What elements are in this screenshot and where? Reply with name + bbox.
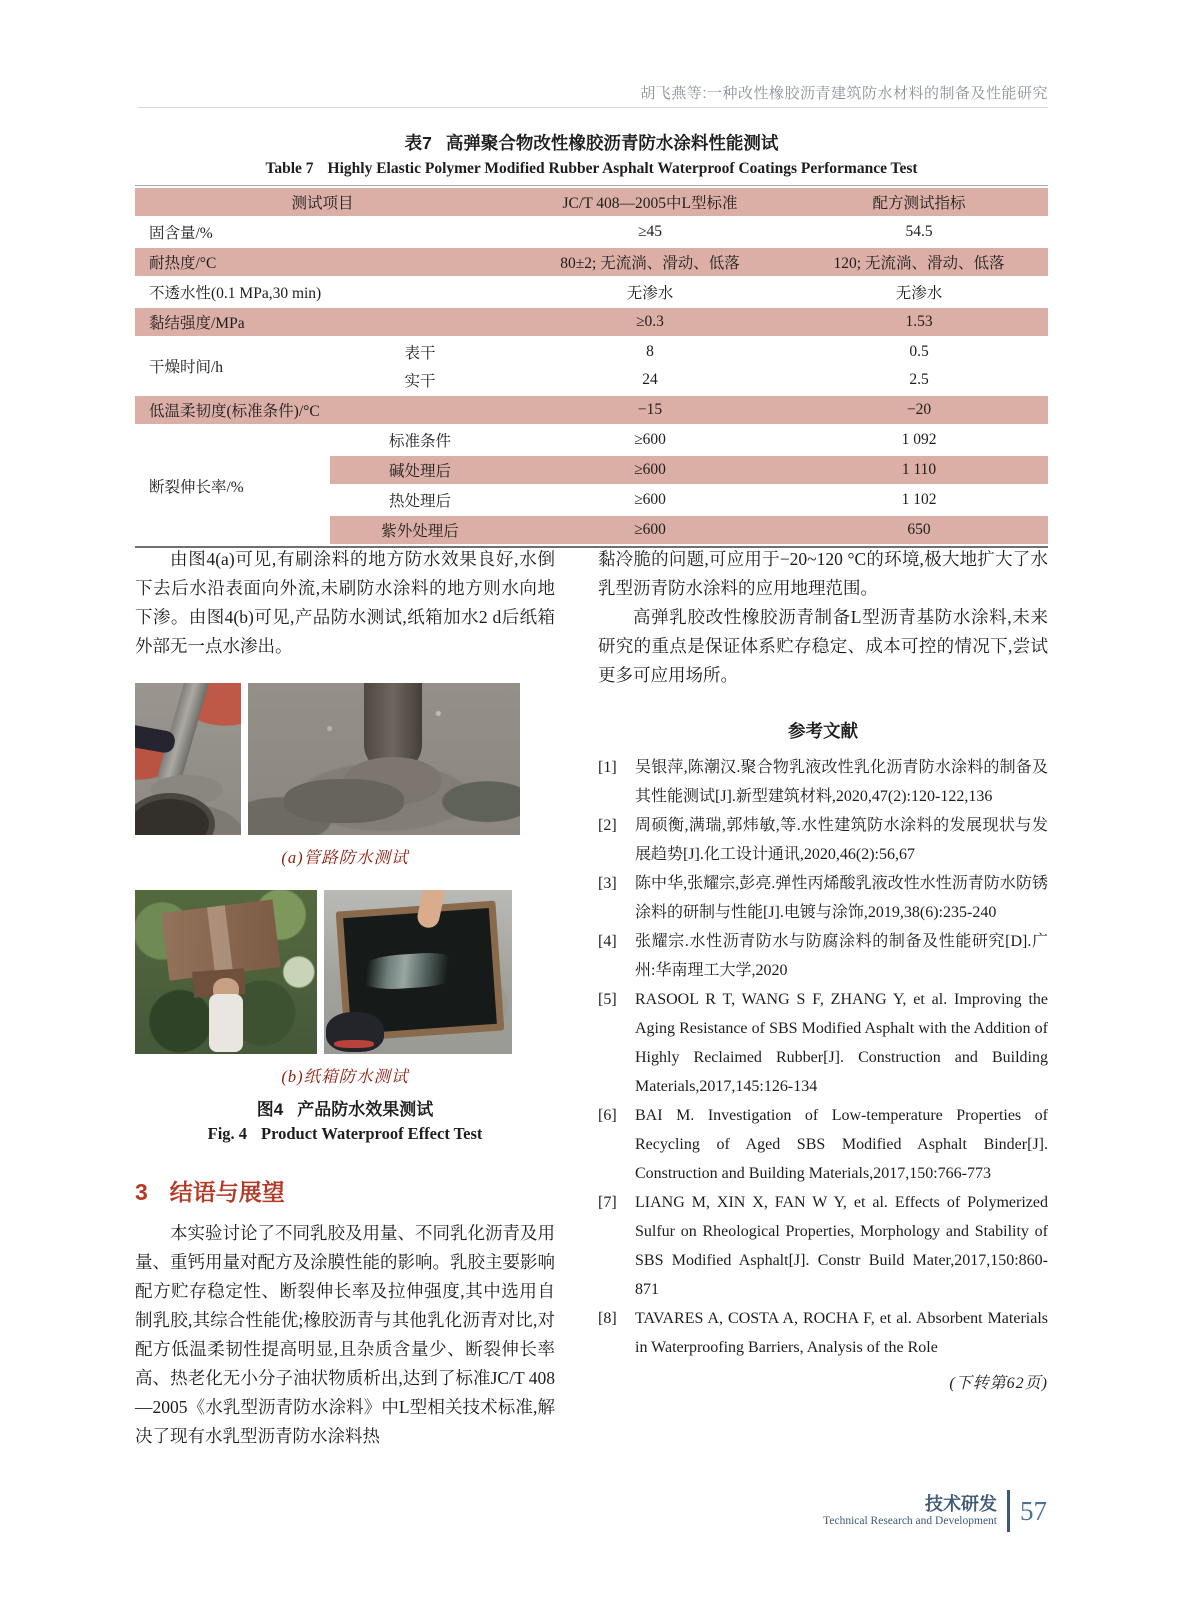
cardboard-box-shape: [161, 899, 280, 980]
table-row: [135, 306, 1048, 338]
photo-pipe-test-close: [248, 683, 520, 835]
cell-standard: 80±2; 无流淌、滑动、低落: [510, 246, 790, 278]
cell-item: 耐热度/°C: [135, 246, 510, 278]
reference-item: [598, 811, 1048, 869]
cell-standard: ≥0.3: [510, 306, 790, 338]
cell-subitem: 实干: [404, 373, 436, 390]
figure4b-caption: (b)纸箱防水测试: [281, 1067, 409, 1086]
figure4-caption-en: [135, 1124, 555, 1144]
col-header-standard: JC/T 408—2005中L型标准: [510, 186, 790, 218]
table7-title-zh-text: 高弹聚合物改性橡胶沥青防水涂料性能测试: [445, 133, 779, 153]
footer-section-labels: [823, 1494, 997, 1528]
cell-result: 54.5: [905, 223, 933, 240]
col-header-item: 测试项目: [135, 186, 510, 218]
footer-divider: [1007, 1490, 1010, 1532]
cell-item-group: 断裂伸长率/%: [149, 479, 244, 496]
cell-item: 不透水性(0.1 MPa,30 min): [149, 285, 322, 302]
cell-item-group: 干燥时间/h: [149, 359, 224, 376]
running-head: 胡飞燕等:一种改性橡胶沥青建筑防水材料的制备及性能研究: [640, 85, 1048, 102]
cell-result: 1.53: [790, 306, 1048, 338]
cell-subitem: 热处理后: [388, 493, 451, 510]
table-row: [135, 246, 1048, 278]
wet-patch-shape: [284, 779, 404, 823]
table7-title-en: [135, 160, 1048, 178]
cell-standard: ≥600: [634, 491, 666, 508]
cell-standard: 8: [646, 343, 654, 360]
left-column: [135, 545, 555, 1451]
shoe-shape: [326, 1012, 384, 1052]
table7-label-zh: 表7: [404, 133, 432, 153]
reference-number: [8]: [598, 1310, 617, 1327]
reference-number: [2]: [598, 817, 617, 834]
table-row: [135, 278, 1048, 306]
cell-item: 低温柔韧度(标准条件)/°C: [135, 394, 510, 426]
reference-item: [598, 869, 1048, 927]
cell-item: 固含量/%: [149, 225, 213, 242]
footer-section-zh: 技术研发: [925, 1494, 997, 1514]
reference-item: [598, 1304, 1048, 1362]
reference-text: RASOOL R T, WANG S F, ZHANG Y, et al. Improving the Aging Resistance of SBS Modified Asphalt with the Addition of Highly Reclaimed Rubber[J]. Construction and Building Materials,2017,145:126-134: [635, 991, 1048, 1095]
cell-standard: ≥600: [634, 431, 666, 448]
cell-item: 黏结强度/MPa: [135, 306, 510, 338]
table-row: [135, 338, 1048, 366]
reference-item: [598, 753, 1048, 811]
cell-subitem: 紫外处理后: [330, 514, 510, 546]
section3-title: 结语与展望: [169, 1179, 285, 1205]
right-column: [598, 545, 1048, 1451]
reference-text: TAVARES A, COSTA A, ROCHA F, et al. Absorbent Materials in Waterproofing Barriers, Analysis of the Role: [635, 1310, 1048, 1356]
reference-text: 周硕衡,满瑞,郭炜敏,等.水性建筑防水涂料的发展现状与发展趋势[J].化工设计通讯,2020,46(2):56,67: [635, 817, 1048, 863]
reference-text: BAI M. Investigation of Low-temperature Properties of Recycling of Aged SBS Modified Asphalt Binder[J]. Construction and Building Materials,2017,150:766-773: [635, 1107, 1048, 1182]
table-header-row: [135, 186, 1048, 218]
section3-number: 3: [135, 1179, 148, 1205]
photo-box-test-open: [324, 890, 512, 1054]
reference-number: [4]: [598, 933, 617, 950]
reference-text: LIANG M, XIN X, FAN W Y, et al. Effects of Polymerized Sulfur on Rheological Properties, Morphology and Stability of SBS Modified Asphalt[J]. Constr Build Mater,2017,150:860-871: [635, 1194, 1048, 1298]
cell-subitem: 标准条件: [388, 433, 451, 450]
cell-result: 0.5: [909, 343, 929, 360]
continued-on-page-note: (下转第62页): [949, 1375, 1048, 1392]
cell-result: 120; 无流淌、滑动、低落: [790, 246, 1048, 278]
sleeve-shape: [209, 994, 243, 1052]
cell-result: −20: [790, 394, 1048, 426]
cell-standard: ≥600: [510, 514, 790, 546]
figure4a-photos: [135, 683, 555, 835]
table7-title-zh: [135, 130, 1048, 155]
paragraph-outlook: 高弹乳胶改性橡胶沥青制备L型沥青基防水涂料,未来研究的重点是保证体系贮存稳定、成本可控的情况下,尝试更多可应用场所。: [598, 607, 1048, 685]
photo-box-test-held: [135, 890, 317, 1054]
cell-result: 无渗水: [895, 285, 943, 302]
figure4-label-en: Fig. 4: [207, 1124, 248, 1143]
reference-number: [6]: [598, 1107, 617, 1124]
header-rule: [138, 107, 1048, 108]
figure4-caption-zh: [135, 1095, 555, 1120]
cell-standard: −15: [510, 394, 790, 426]
reference-item: [598, 927, 1048, 985]
page-footer: [823, 1490, 1047, 1532]
cell-standard: ≥600: [510, 454, 790, 486]
cell-result: 1 092: [901, 431, 937, 448]
cell-result: 2.5: [909, 371, 929, 388]
cell-standard: 24: [642, 371, 658, 388]
reference-number: [3]: [598, 875, 617, 892]
cell-result: 650: [790, 514, 1048, 546]
performance-table: [135, 185, 1048, 548]
section3-heading: [135, 1174, 555, 1207]
paragraph-figure4-discussion: 由图4(a)可见,有刷涂料的地方防水效果良好,水倒下去后水沿表面向外流,未刷防水涂料的地方则水向地下渗。由图4(b)可见,产品防水测试,纸箱加水2 d后纸箱外部无一点水渗出。: [135, 549, 555, 656]
reference-text: 陈中华,张耀宗,彭亮.弹性丙烯酸乳液改性水性沥青防水防锈涂料的研制与性能[J].电镀与涂饰,2019,38(6):235-240: [635, 875, 1048, 921]
figure4-caption-en-text: Product Waterproof Effect Test: [261, 1124, 483, 1143]
reference-item: [598, 985, 1048, 1101]
cell-standard: 无渗水: [626, 285, 674, 302]
reference-item: [598, 1188, 1048, 1304]
table7-title-en-text: Highly Elastic Polymer Modified Rubber Asphalt Waterproof Coatings Performance Test: [327, 160, 918, 177]
reference-item: [598, 1101, 1048, 1188]
references-list: [598, 753, 1048, 1362]
references-heading: 参考文献: [788, 721, 858, 741]
footer-section-en: Technical Research and Development: [823, 1515, 997, 1527]
table-row: [135, 426, 1048, 454]
cell-result: 1 102: [901, 491, 937, 508]
reference-number: [5]: [598, 991, 617, 1008]
figure4a-caption: (a)管路防水测试: [281, 848, 409, 867]
paragraph-conclusion: 本实验讨论了不同乳胶及用量、不同乳化沥青及用量、重钙用量对配方及涂膜性能的影响。乳胶主要影响配方贮存稳定性、断裂伸长率及拉伸强度,其中选用自制乳胶,其综合性能优;橡胶沥青与其他乳化沥青对比,对配方低温柔韧性提高明显,且杂质含量少、断裂伸长率高、热老化无小分子油状物质析出,达到了标准JC/T 408—2005《水乳型沥青防水涂料》中L型相关技术标准,解决了现有水乳型沥青防水涂料热: [135, 1223, 555, 1446]
cell-standard: ≥45: [637, 223, 662, 240]
photo-pipe-test-far: [135, 683, 241, 835]
page-number: 57: [1020, 1495, 1047, 1526]
table-row: [135, 394, 1048, 426]
reference-number: [7]: [598, 1194, 617, 1211]
figure4b-photos: [135, 890, 555, 1054]
reference-number: [1]: [598, 759, 617, 776]
figure4-label-zh: 图4: [256, 1100, 284, 1119]
col-header-result: 配方测试指标: [790, 186, 1048, 218]
table7-block: [135, 130, 1048, 548]
reference-text: 吴银萍,陈潮汉.聚合物乳液改性乳化沥青防水涂料的制备及其性能测试[J].新型建筑材料,2020,47(2):120-122,136: [635, 759, 1048, 805]
reference-text: 张耀宗.水性沥青防水与防腐涂料的制备及性能研究[D].广州:华南理工大学,2020: [635, 933, 1048, 979]
two-column-body: [135, 545, 1048, 1451]
cell-subitem: 碱处理后: [330, 454, 510, 486]
cell-result: 1 110: [790, 454, 1048, 486]
figure4-caption-zh-text: 产品防水效果测试: [297, 1100, 434, 1119]
table-row: [135, 218, 1048, 246]
paragraph-conclusion-continued: 黏冷脆的问题,可应用于−20~120 °C的环境,极大地扩大了水乳型沥青防水涂料的应用地理范围。: [598, 549, 1048, 598]
cell-subitem: 表干: [404, 345, 436, 362]
table7-label-en: Table 7: [265, 160, 314, 177]
